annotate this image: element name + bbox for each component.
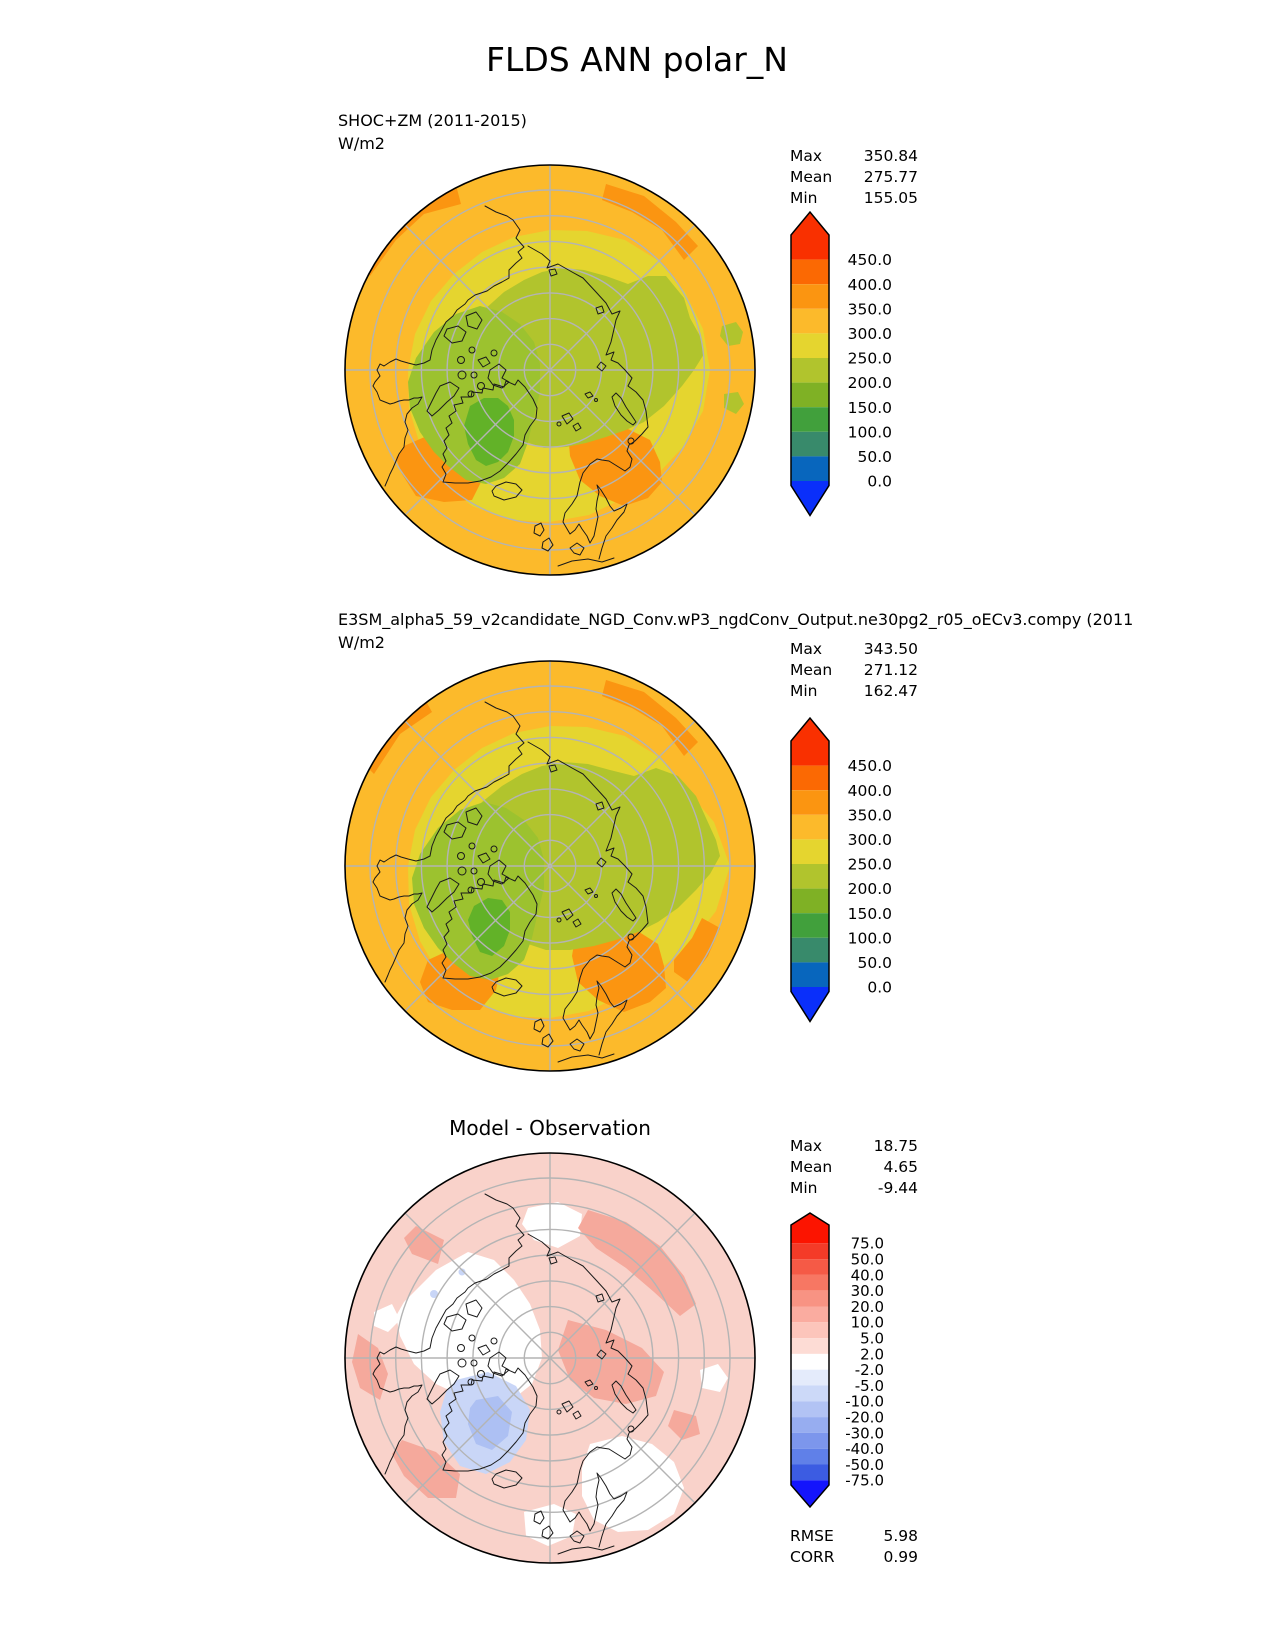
stat-label: Min: [790, 682, 818, 700]
panel2-units: W/m2: [338, 633, 385, 652]
svg-text:300.0: 300.0: [847, 830, 892, 849]
svg-text:2.0: 2.0: [860, 1345, 884, 1364]
colorbar-panel1: [790, 212, 940, 524]
svg-text:350.0: 350.0: [847, 300, 892, 319]
map-panel2-model: [344, 660, 756, 1072]
stat-row: [790, 147, 918, 168]
stat-value: 275.77: [863, 168, 918, 186]
panel2-stats: [790, 640, 918, 703]
stat-label: Max: [790, 147, 823, 165]
svg-text:30.0: 30.0: [850, 1282, 884, 1301]
panel2-title: E3SM_alpha5_59_v2candidate_NGD_Conv.wP3_ngdConv_Output.ne30pg2_r05_oECv3.compy (2011: [338, 610, 1134, 629]
stat-value: 350.84: [863, 147, 918, 165]
svg-text:75.0: 75.0: [850, 1234, 884, 1253]
stat-row: [790, 1158, 918, 1179]
stat-label: Max: [790, 1137, 823, 1155]
stat-row: [790, 1179, 918, 1200]
stat-row: [790, 682, 918, 703]
svg-text:-2.0: -2.0: [854, 1361, 884, 1380]
svg-text:10.0: 10.0: [850, 1313, 884, 1332]
svg-text:250.0: 250.0: [847, 855, 892, 874]
stat-value: 155.05: [863, 189, 918, 207]
metric-label: RMSE: [790, 1527, 834, 1545]
svg-text:200.0: 200.0: [847, 880, 892, 899]
svg-text:100.0: 100.0: [847, 423, 892, 442]
panel3-stats: [790, 1137, 918, 1200]
svg-text:400.0: 400.0: [847, 275, 892, 294]
stat-label: Mean: [790, 661, 833, 679]
stat-value: 271.12: [863, 661, 918, 679]
svg-text:400.0: 400.0: [847, 781, 892, 800]
svg-text:100.0: 100.0: [847, 929, 892, 948]
stat-value: -9.44: [877, 1179, 918, 1197]
metric-value: 0.99: [883, 1548, 918, 1566]
stat-row: [790, 640, 918, 661]
colorbar-panel3-diff: [790, 1213, 940, 1515]
svg-text:40.0: 40.0: [850, 1266, 884, 1285]
svg-text:50.0: 50.0: [850, 1250, 884, 1269]
svg-text:0.0: 0.0: [867, 472, 892, 491]
map-panel1-obs: [344, 164, 756, 576]
svg-text:450.0: 450.0: [847, 757, 892, 776]
panel1-title: SHOC+ZM (2011-2015): [338, 111, 527, 130]
stat-label: Mean: [790, 168, 833, 186]
stat-row: [790, 1137, 918, 1158]
metric-row: [790, 1548, 918, 1569]
stat-label: Min: [790, 189, 818, 207]
stat-value: 18.75: [873, 1137, 918, 1155]
figure-title: FLDS ANN polar_N: [486, 40, 788, 79]
svg-text:150.0: 150.0: [847, 398, 892, 417]
stat-row: [790, 661, 918, 682]
panel3-title: Model - Observation: [449, 1116, 651, 1140]
svg-text:-10.0: -10.0: [845, 1392, 884, 1411]
svg-text:-30.0: -30.0: [845, 1424, 884, 1443]
metric-row: [790, 1527, 918, 1548]
svg-text:450.0: 450.0: [847, 251, 892, 270]
panel1-units: W/m2: [338, 134, 385, 153]
stat-value: 4.65: [883, 1158, 918, 1176]
svg-text:150.0: 150.0: [847, 904, 892, 923]
svg-text:20.0: 20.0: [850, 1297, 884, 1316]
svg-text:250.0: 250.0: [847, 349, 892, 368]
svg-text:0.0: 0.0: [867, 978, 892, 997]
metric-label: CORR: [790, 1548, 835, 1566]
colorbar-panel2: [790, 718, 940, 1030]
svg-text:5.0: 5.0: [860, 1329, 884, 1348]
svg-text:50.0: 50.0: [857, 447, 892, 466]
stat-row: [790, 189, 918, 210]
stat-row: [790, 168, 918, 189]
map-panel3-diff: [344, 1152, 756, 1564]
svg-text:-75.0: -75.0: [845, 1471, 884, 1490]
svg-text:-50.0: -50.0: [845, 1455, 884, 1474]
svg-text:-20.0: -20.0: [845, 1408, 884, 1427]
stat-label: Max: [790, 640, 823, 658]
stat-label: Mean: [790, 1158, 833, 1176]
stat-value: 343.50: [863, 640, 918, 658]
panel3-metrics: [790, 1527, 918, 1569]
stat-label: Min: [790, 1179, 818, 1197]
svg-text:-5.0: -5.0: [854, 1376, 884, 1395]
panel1-stats: [790, 147, 918, 210]
metric-value: 5.98: [883, 1527, 918, 1545]
svg-text:50.0: 50.0: [857, 953, 892, 972]
svg-text:300.0: 300.0: [847, 324, 892, 343]
svg-text:350.0: 350.0: [847, 806, 892, 825]
svg-text:-40.0: -40.0: [845, 1440, 884, 1459]
stat-value: 162.47: [863, 682, 918, 700]
svg-text:200.0: 200.0: [847, 374, 892, 393]
